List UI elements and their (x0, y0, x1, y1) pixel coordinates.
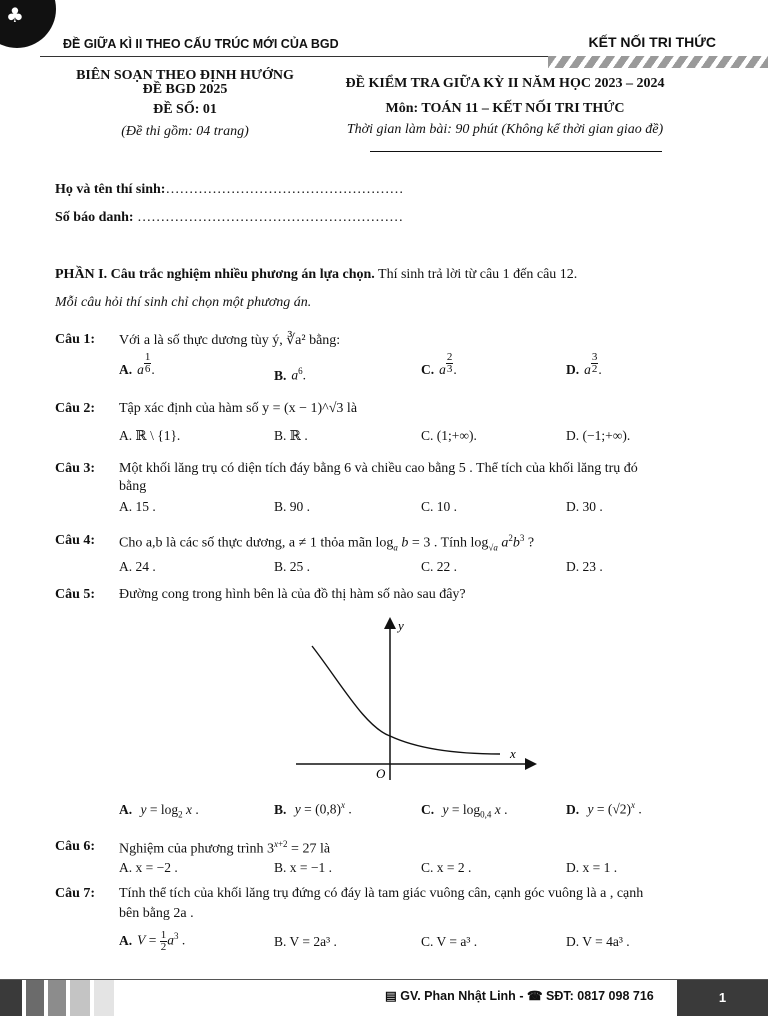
header-left-title: ĐỀ GIỮA KÌ II THEO CẤU TRÚC MỚI CỦA BGD (63, 37, 339, 51)
exponential-curve (312, 646, 500, 754)
q6-label: Câu 6: (55, 839, 96, 854)
q1-text: Với a là số thực dương tùy ý, ∛a² bằng: (119, 333, 341, 348)
q5-option-d[interactable]: D. $y = (√2)^x$ . (566, 800, 642, 817)
head-left-line1: BIÊN SOẠN THEO ĐỊNH HƯỚNG (76, 68, 294, 83)
q3-option-a[interactable]: A. 15 . (119, 499, 156, 514)
q5-text: Đường cong trong hình bên là của đồ thị hàm số nào sau đây? (119, 587, 466, 602)
q4-text: Cho a,b là các số thực dương, a ≠ 1 thỏa mãn $\log_a b = 3$ . Tính $\log_{√a} a^2b^3$ ? (119, 533, 535, 553)
part1-title: PHẦN I. Câu trắc nghiệm nhiều phương án lựa chọn. (55, 267, 375, 282)
exam-head-right (320, 76, 690, 138)
exam-pages: (Đề thi gồm: 04 trang) (121, 124, 249, 139)
q5-option-c[interactable]: C. $y = \log_{0,4} x$ . (421, 802, 508, 820)
student-name-dots: …………………………………………… (165, 182, 404, 197)
q4-option-d[interactable]: D. 23 . (566, 559, 603, 574)
footer-block-1 (0, 980, 22, 1016)
x-axis-label: x (510, 746, 516, 761)
header-stripes (548, 56, 768, 68)
q4-label: Câu 4: (55, 533, 96, 548)
q3-option-d[interactable]: D. 30 . (566, 499, 603, 514)
student-id-label: Số báo danh: (55, 210, 134, 225)
q2-option-c[interactable]: C. (1;+∞). (421, 428, 477, 443)
exam-subject: Môn: TOÁN 11 – KẾT NỐI TRI THỨC (385, 101, 625, 116)
q6-option-c[interactable]: C. x = 2 . (421, 860, 472, 875)
q7-text: Tính thể tích của khối lăng trụ đứng có đáy là tam giác vuông cân, cạnh góc vuông là a , cạnh (119, 886, 644, 901)
q1-option-a[interactable]: A. a $\frac{1}{6}$ . (119, 351, 155, 377)
q7-option-b[interactable]: B. V = 2a³ . (274, 934, 337, 949)
time-underline (370, 151, 662, 152)
q5-option-b[interactable]: B. $y = (0,8)^x$ . (274, 800, 352, 817)
q5-option-a[interactable]: A. $y = \log_2 x$ . (119, 802, 199, 820)
q3-text: Một khối lăng trụ có diện tích đáy bằng 6 và chiều cao bằng 5 . Thể tích của khối lăng trụ đó (119, 461, 638, 476)
exam-title: ĐỀ KIỂM TRA GIỮA KỲ II NĂM HỌC 2023 – 2024 (345, 76, 665, 91)
q4-option-c[interactable]: C. 22 . (421, 559, 458, 574)
q2-option-b[interactable]: B. ℝ . (274, 428, 308, 443)
header-right-title: KẾT NỐI TRI THỨC (588, 34, 716, 50)
q3-text-cont: bằng (119, 479, 147, 494)
q3-label: Câu 3: (55, 461, 96, 476)
document-icon: ▤ (385, 989, 397, 1003)
footer-block-5 (94, 980, 114, 1016)
q7-option-d[interactable]: D. V = 4a³ . (566, 934, 630, 949)
q1-option-c[interactable]: C. a $\frac{2}{3}$ . (421, 351, 457, 377)
q2-label: Câu 2: (55, 401, 96, 416)
part1-title-rest: Thí sinh trả lời từ câu 1 đến câu 12. (374, 267, 578, 282)
origin-label: O (376, 766, 386, 781)
q1-option-b[interactable]: B. $a^6$. (274, 366, 307, 383)
footer-credit (385, 988, 654, 1003)
tree-icon: ♣ (6, 3, 24, 27)
q7-text-cont: bên bằng 2a . (119, 906, 194, 921)
footer-teacher: GV. Phan Nhật Linh (400, 989, 516, 1003)
logo (0, 0, 56, 48)
student-id-dots: ………………………………………………… (137, 210, 404, 225)
exam-head-left (50, 68, 320, 140)
exam-code: ĐỀ SỐ: 01 (153, 102, 217, 117)
q2-option-d[interactable]: D. (−1;+∞). (566, 428, 631, 443)
footer-block-3 (48, 980, 66, 1016)
q6-option-a[interactable]: A. x = −2 . (119, 860, 178, 875)
part1-heading (55, 267, 577, 283)
exam-time: Thời gian làm bài: 90 phút (Không kể thời gian giao đề) (346, 122, 664, 137)
q6-option-b[interactable]: B. x = −1 . (274, 860, 332, 875)
page-number: 1 (677, 980, 768, 1016)
q5-label: Câu 5: (55, 587, 96, 602)
q4-option-a[interactable]: A. 24 . (119, 559, 156, 574)
student-name-line (55, 182, 403, 198)
footer-separator: - (519, 989, 527, 1003)
part1-note: Mỗi câu hỏi thí sinh chỉ chọn một phương án. (55, 295, 312, 310)
q6-text: Nghiệm của phương trình $3^{x+2} = 27$ là (119, 839, 331, 857)
footer-block-4 (70, 980, 90, 1016)
student-name-label: Họ và tên thí sinh: (55, 182, 166, 197)
q2-option-a[interactable]: A. ℝ \ {1}. (119, 428, 181, 443)
y-axis-label: y (398, 618, 404, 633)
q1-option-d[interactable]: D. a $\frac{3}{2}$ . (566, 351, 602, 377)
footer-rule (0, 979, 768, 980)
q1-label: Câu 1: (55, 332, 96, 347)
footer-phone: SĐT: 0817 098 716 (546, 989, 654, 1003)
student-id-line (55, 210, 403, 226)
q2-text: Tập xác định của hàm số y = (x − 1)^√3 là (119, 401, 358, 416)
q6-option-d[interactable]: D. x = 1 . (566, 860, 618, 875)
q7-option-a[interactable]: A. V = $\frac{1}{2}$ $a^3$ . (119, 929, 186, 953)
q7-label: Câu 7: (55, 886, 96, 901)
q3-option-b[interactable]: B. 90 . (274, 499, 311, 514)
function-graph (290, 612, 550, 792)
footer-block-2 (26, 980, 44, 1016)
q3-option-c[interactable]: C. 10 . (421, 499, 458, 514)
q4-option-b[interactable]: B. 25 . (274, 559, 311, 574)
head-left-line2: ĐỀ BGD 2025 (142, 82, 228, 97)
q7-option-c[interactable]: C. V = a³ . (421, 934, 478, 949)
phone-icon: ☎ (526, 989, 543, 1003)
